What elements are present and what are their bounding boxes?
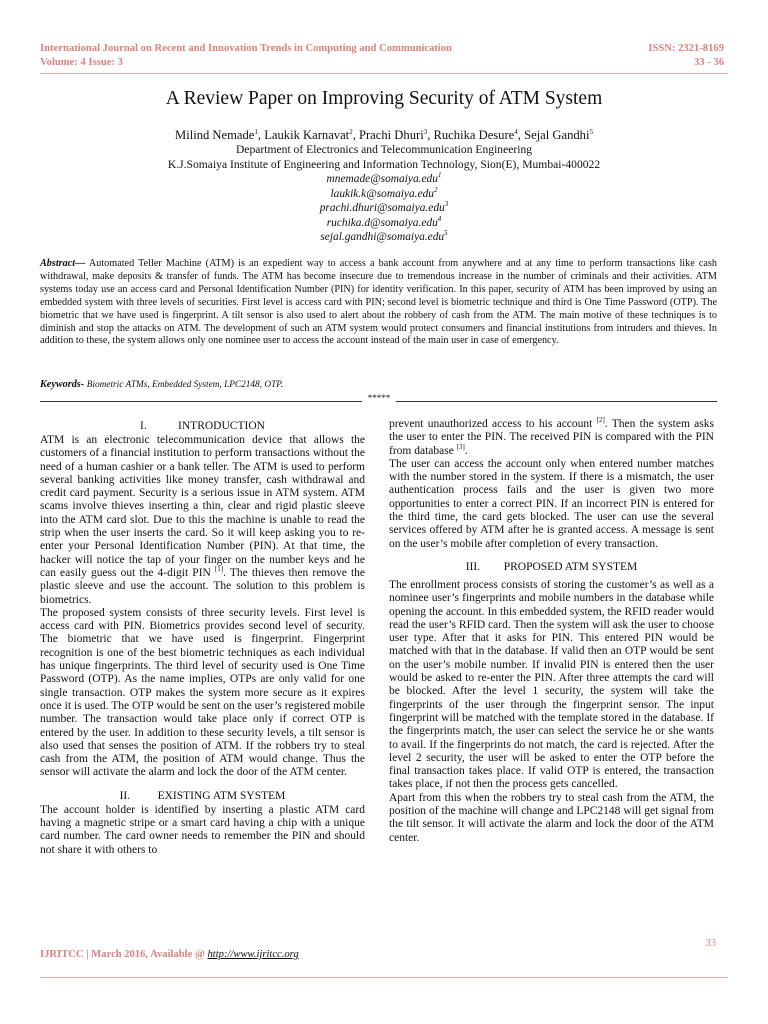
author: Laukik Karnavat$^2$ (264, 127, 353, 142)
institute: K.J.Somaiya Institute of Engineering and Information Technology, Sion(E), Mumbai-400022 (167, 158, 601, 171)
header-rule (40, 73, 728, 74)
paragraph: The user can access the account only when entered number matches with the number stored in the system. If there is a mismatch, the user authentication process fails and the user is given two more opportunities to enter a correct PIN. If an incorrect PIN is entered for the third time, the card gets blocked. The user can use the several services offered by ATM after he is granted access. A message is sent on the user’s mobile after completion of every transaction. (389, 457, 714, 550)
paragraph: ATM is an electronic telecommunication device that allows the customers of a financial institution to perform transactions without the need of a human cashier or a bank teller. The ATM is used to perform several banking activities like money transfer, cash withdrawal and credit card payment. Security is a serious issue in ATM system. ATM scams involve thieves inserting a thin, clear and rigid plastic sleeve into the ATM card slot. Due to this the machine is unable to read the strip when the user inserts the card. So it will keep asking you to re-enter your Personal Identification Number (PIN). At that time, the hacker will notice the tap of your finger on the number keys and he can easily guess out the 4-digit PIN [1]. The thieves then remove the plastic sleeve and use the account. The solution to this problem is biometrics. (40, 434, 366, 606)
author: Sejal Gandhi$^5$ (524, 127, 593, 142)
left-column (40, 418, 365, 857)
paragraph: The enrollment process consists of storing the customer’s as well as a nominee user’s fingerprints and mobile numbers in the database while opening the account. In this embedded system, the RFID reader would read the user’s RFID card. Then the system will ask the user to choose user type. After that it asks for PIN. This entered PIN would be matched with that in the database. If valid then an OTP would be sent on the user’s mobile number. If invalid PIN is entered then the user would be asked to re-enter the PIN. After three attempts the card will be blocked. After the level 1 security, the system will take the fingerprints of the user through the fingerprint sensor. The input fingerprint will be matched with the template stored in the database. If the fingerprints match, the user can select the service he or she wants to avail. If the fingerprints do not match, the card is rejected. After the level 2 security, the user will be asked to enter the OTP before the final transaction takes place. If valid OTP is entered, the transaction takes place, if not then the process gets cancelled. (389, 578, 714, 791)
footer-text: IJRITCC | March 2016, Available @ (40, 949, 205, 960)
author: Ruchika Desure$^4$ (433, 127, 518, 142)
paragraph: The account holder is identified by inserting a plastic ATM card having a magnetic stripe or a smart card having a chip with a unique card number. The card owner needs to remember the PIN and should not share it with others to (40, 803, 365, 856)
section-heading-introduction: I. INTRODUCTION (140, 420, 265, 432)
author: Milind Nemade$^1$ (175, 127, 258, 142)
author: Prachi Dhuri$^3$ (358, 127, 428, 142)
section-heading-proposed-system: III. PROPOSED ATM SYSTEM (465, 560, 638, 573)
page-number: 33 (705, 938, 716, 949)
keywords (40, 378, 717, 392)
journal-link[interactable]: http://www.ijritcc.org (207, 949, 299, 960)
separator-line-right (396, 401, 717, 402)
abstract (40, 258, 717, 348)
department: Department of Electronics and Telecommunication Engineering (235, 143, 533, 156)
abstract-label: Abstract— (40, 258, 86, 269)
citation: [3] (456, 442, 465, 451)
running-header-left (40, 42, 452, 70)
email-list (0, 172, 768, 245)
running-header-right (648, 42, 724, 70)
email: prachi.dhuri@somaiya.edu$^3$ (319, 200, 449, 214)
paragraph: Apart from this when the robbers try to steal cash from the ATM, the position of the machine will change and LPC2148 will get signal from the tilt sensor. It will activate the alarm and lock the door of the ATM center. (389, 791, 714, 844)
email: sejal.gandhi@somaiya.edu$^5$ (320, 229, 448, 243)
email: laukik.k@somaiya.edu$^2$ (330, 185, 438, 200)
journal-name: International Journal on Recent and Innovation Trends in Computing and Communication (40, 43, 453, 54)
issn: ISSN: 2321-8169 (648, 43, 724, 54)
footer-rule (40, 977, 728, 978)
section-separator (40, 393, 717, 407)
paper-title: A Review Paper on Improving Security of ATM System (165, 88, 603, 109)
paragraph: prevent unauthorized access to his account [2]. Then the system asks the user to enter the PIN. The received PIN is compared with the PIN from database [3]. (389, 416, 714, 457)
separator-stars: ***** (362, 393, 396, 403)
email: mnemade@somaiya.edu$^1$ (326, 171, 442, 185)
section-heading-existing-system: II. EXISTING ATM SYSTEM (119, 789, 286, 802)
citation: [1] (214, 565, 224, 574)
footer (40, 949, 299, 960)
email: ruchika.d@somaiya.edu$^4$ (326, 214, 442, 229)
page-range: 33 - 36 (693, 57, 724, 68)
abstract-text: Automated Teller Machine (ATM) is an expedient way to access a bank account from anywhere and at any time to perform transactions like cash withdrawal, make deposits & transfer of funds. The ATM has become insecure due to tremendous increase in the number of criminals and their activities. ATM systems today use an access card and Personal Identification Number (PIN) for identity verification. In this paper, security of ATM has been improved by using an embedded system with three levels of securities. First level is access card with PIN; second level is biometric technique and third is One Time Password (OTP). The biometric that we have used is fingerprint. A tilt sensor is also used to alert about the robbery of cash from the ATM. The main motive of these techniques is to diminish and stop the attacks on ATM. The development of such an ATM system would protect consumers and financial institutions from intruders and thieves. In addition to these, the system allows only one nominee user to access the account instead of the main user in case of emergency. (40, 258, 717, 347)
keywords-label: Keywords- (40, 379, 85, 390)
separator-line-left (40, 401, 362, 402)
volume-issue: Volume: 4 Issue: 3 (40, 57, 123, 68)
citation: [2] (596, 416, 605, 425)
right-column (389, 418, 714, 845)
author-list: Milind Nemade$^1$, Laukik Karnavat$^2$, Prachi Dhuri$^3$, Ruchika Desure$^4$, Sejal Gandhi$^5$ (175, 127, 593, 142)
keywords-text: Biometric ATMs, Embedded System, LPC2148, OTP. (86, 380, 284, 390)
paragraph: The proposed system consists of three security levels. First level is access card with PIN. Biometrics provides second level of security. The biometric that we have used is fingerprint. Fingerprint recognition is one of the best biometric techniques as each individual has unique fingerprints. The third level of security used is One Time Password (OTP). As the name implies, OTPs are only valid for one single transaction. OTP makes the system more secure as it expires once it is used. The OTP would be sent on the user’s registered mobile number. The transaction would take place only if correct OTP is entered by the user. In addition to these security levels, a tilt sensor is also used that senses the position of ATM. If the robbers try to steal cash from the ATM, the position of ATM would change. Thus the sensor will activate the alarm and lock the door of the ATM center. (40, 606, 365, 779)
